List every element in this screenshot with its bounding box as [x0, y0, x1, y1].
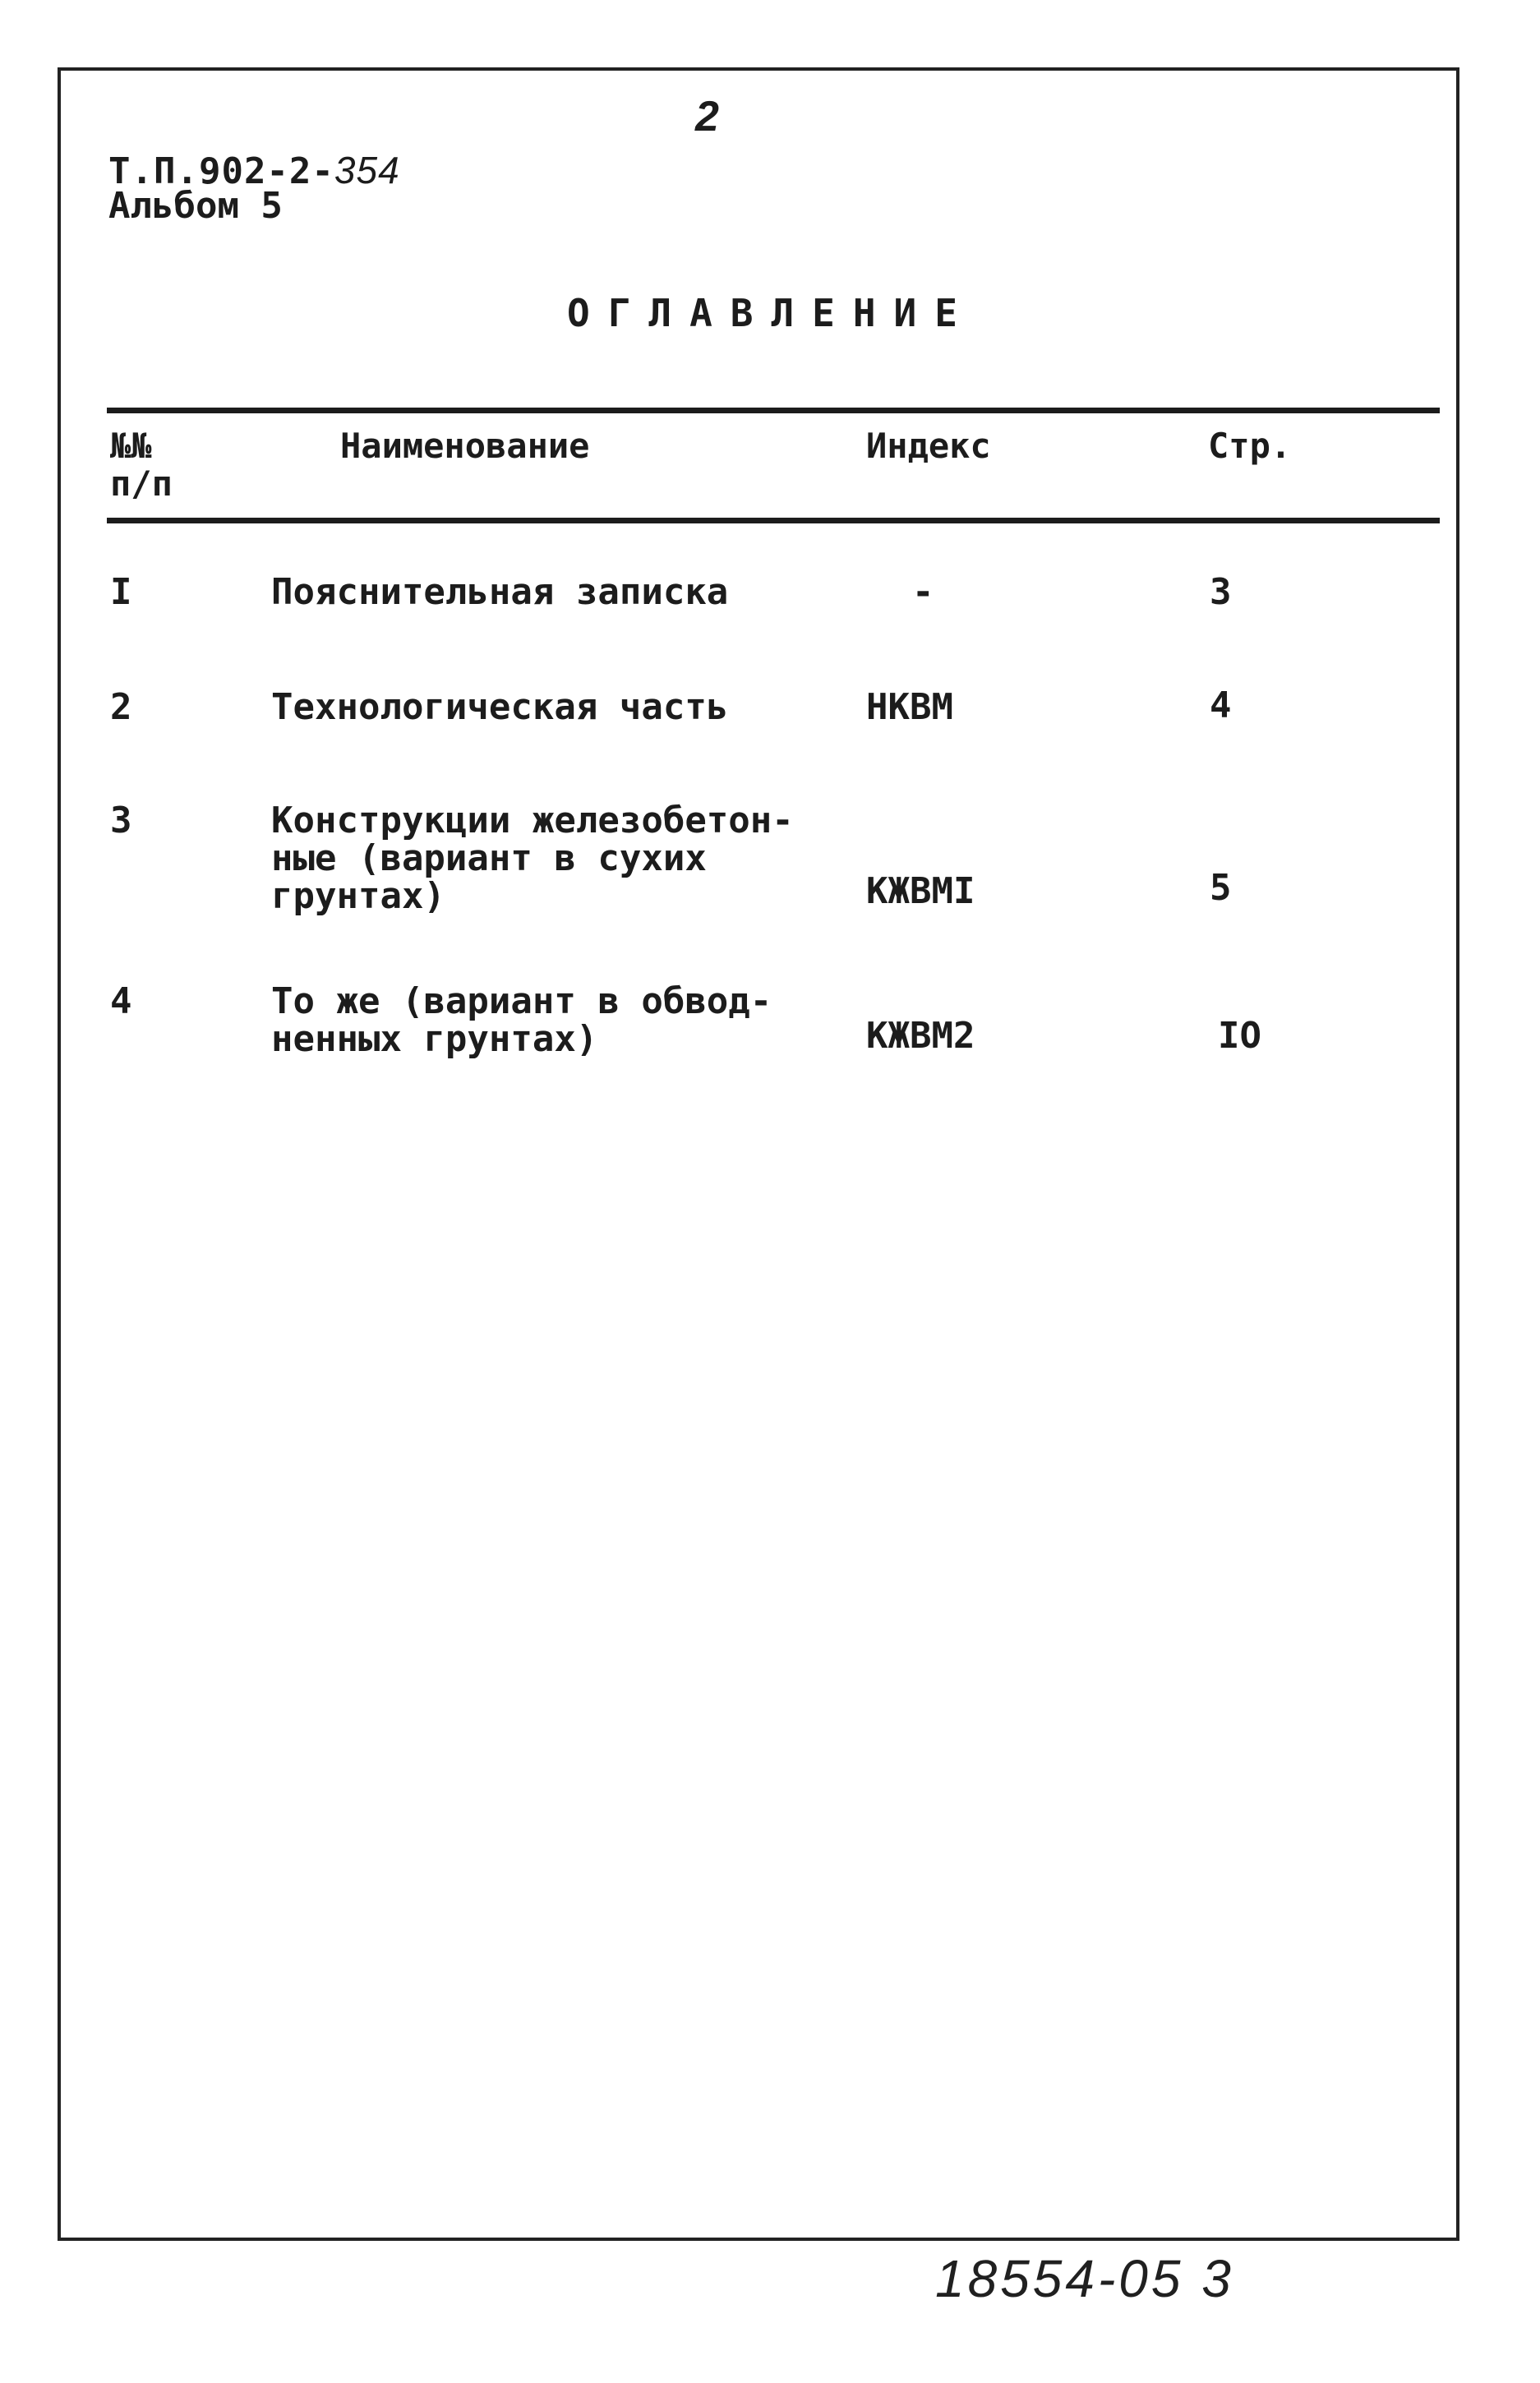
- row-page: 5: [1210, 867, 1232, 909]
- row-number: 3: [110, 800, 132, 841]
- row-number: I: [110, 571, 132, 613]
- table-top-rule: [107, 408, 1440, 413]
- row-name-line: грунтах): [271, 875, 445, 917]
- row-index: КЖВМI: [866, 870, 975, 912]
- row-page: 4: [1210, 684, 1232, 726]
- page-frame: [58, 67, 1459, 2241]
- row-name-line: Технологическая часть: [271, 686, 729, 728]
- row-number: 4: [110, 980, 132, 1022]
- row-index: КЖВМ2: [866, 1015, 975, 1057]
- document-code-prefix: Т.П.902-2-: [108, 150, 334, 192]
- page-number: 2: [695, 93, 719, 141]
- row-index: -: [912, 571, 934, 613]
- table-header-rule: [107, 518, 1440, 523]
- header-number-line-1: №№: [110, 426, 152, 466]
- document-code-suffix: 354: [334, 149, 400, 191]
- row-page: IO: [1218, 1015, 1261, 1057]
- handwritten-archive-number: 18554-05 3: [935, 2249, 1234, 2308]
- row-name: [271, 686, 846, 728]
- page-title: ОГЛАВЛЕНИЕ: [567, 291, 975, 335]
- row-name-line: ные (вариант в сухих: [271, 837, 707, 879]
- row-name: [271, 980, 846, 1060]
- album-label: Альбом 5: [108, 185, 283, 227]
- row-name-line: Пояснительная записка: [271, 571, 729, 613]
- row-index: НКВМ: [866, 686, 953, 728]
- row-name-line: То же (вариант в обвод-: [271, 980, 772, 1022]
- header-number: [110, 427, 173, 503]
- row-name: [271, 802, 846, 915]
- header-number-line-2: п/п: [110, 463, 173, 504]
- row-name-line: Конструкции железобетон-: [271, 800, 794, 841]
- row-name-line: ненных грунтах): [271, 1018, 598, 1060]
- header-index: Индекс: [866, 426, 991, 466]
- header-name: Наименование: [340, 426, 590, 466]
- row-number: 2: [110, 686, 132, 728]
- row-name: [271, 571, 846, 613]
- row-page: 3: [1210, 571, 1232, 613]
- header-page: Стр.: [1208, 426, 1292, 466]
